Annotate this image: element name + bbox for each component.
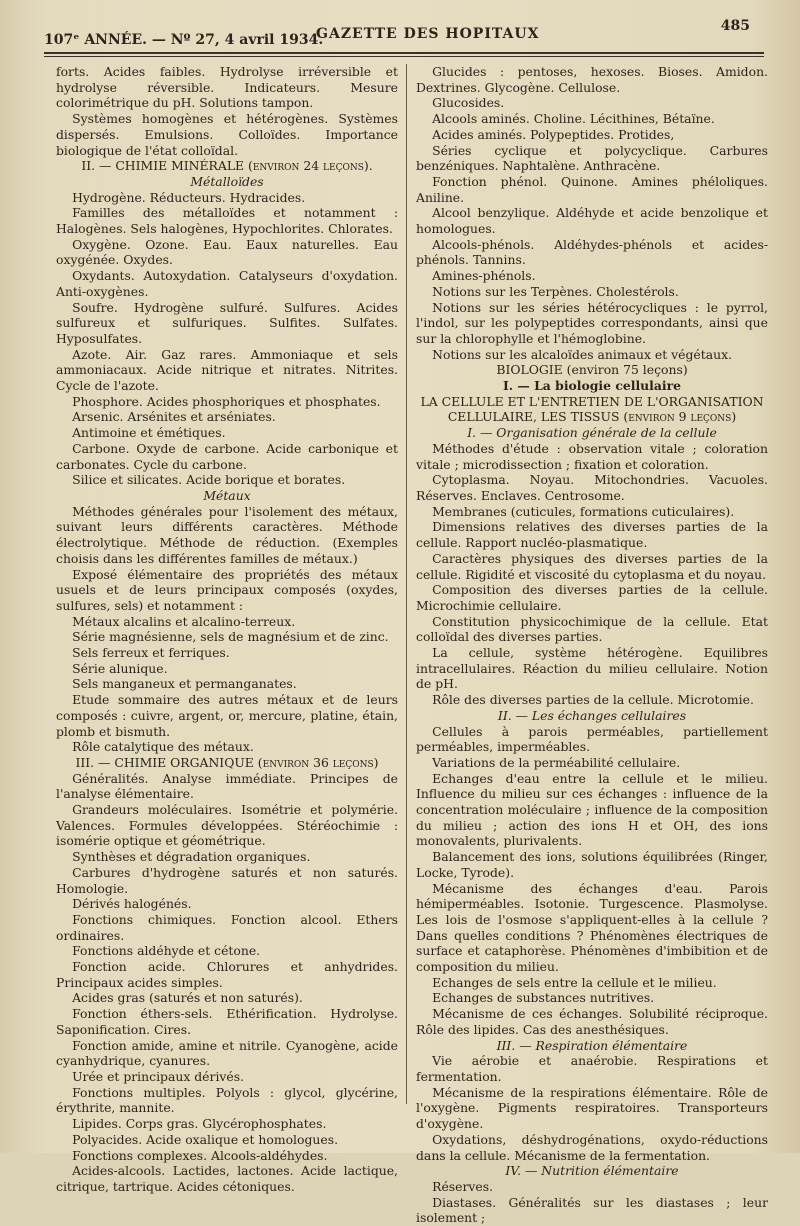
paragraph: Sels ferreux et ferriques.	[72, 645, 230, 661]
paragraph: Antimoine et émétiques.	[72, 425, 226, 441]
paragraph: Fonction phénol. Quinone. Amines phéloliques. Aniline.	[416, 173, 768, 205]
paragraph: Echanges de sels entre la cellule et le milieu.	[432, 974, 717, 990]
paragraph: forts. Acides faibles. Hydrolyse irréversible et hydrolyse réversible. Indicateurs. Mesure colorimétrique du pH. Solutions tampon.	[56, 64, 398, 111]
header-rule-thin	[44, 56, 764, 57]
issue-line: 107ᵉ ANNÉE. — Nº 27, 4 avril 1934.	[44, 32, 324, 48]
paragraph: Fonctions complexes. Alcools-aldéhydes.	[72, 1147, 328, 1163]
paragraph: Soufre. Hydrogène sulfuré. Sulfures. Acides sulfureux et sulfuriques. Sulfites. Sulfates. Hyposulfates.	[56, 299, 398, 346]
paragraph: Alcool benzylique. Aldéhyde et acide benzolique et homologues.	[416, 205, 768, 237]
paragraph: Rôle des diverses parties de la cellule. Microtomie.	[432, 692, 754, 708]
paragraph: Fonction acide. Chlorures et anhydrides. Principaux acides simples.	[56, 959, 398, 990]
section-heading: II. — CHIMIE MINÉRALE (environ 24 leçons).	[81, 158, 373, 174]
paragraph: Vie aérobie et anaérobie. Respirations et fermentation.	[416, 1053, 768, 1084]
paragraph: Notions sur les Terpènes. Cholestérols.	[432, 283, 679, 299]
paragraph: Constitution physicochimique de la cellule. Etat colloïdal des diverses parties.	[416, 613, 768, 645]
paragraph: Variations de la perméabilité cellulaire.	[432, 754, 681, 770]
subsection-heading: Métaux	[203, 487, 251, 503]
paragraph: Mécanisme des échanges d'eau. Parois hémiperméables. Isotonie. Turgescence. Plasmolyse. Les lois de l'osmose s'appliquent-elles à la cellule ? Dans quelles conditions ? Phénomènes électriques de surface et cataphorèse. Phénomènes d'imbibition et de composition du milieu.	[416, 880, 768, 975]
paragraph: Familles des métalloïdes et notamment : Halogènes. Sels halogènes, Hypochlorites. Chlorates.	[56, 205, 398, 237]
paragraph: Notions sur les séries hétérocycliques : le pyrrol, l'indol, sur les polypeptides correspondants, ainsi que sur la chlorophylle et l'hémoglobine.	[416, 299, 768, 346]
header-rule	[44, 52, 764, 54]
paragraph: Méthodes générales pour l'isolement des métaux, suivant leurs différents caractères. Méthode électrolytique. Méthode de réduction. (Exemples choisis dans les différentes familles de métaux.)	[56, 503, 398, 566]
paragraph: Fonction éthers-sels. Ethérification. Hydrolyse. Saponification. Cires.	[56, 1006, 398, 1037]
paragraph: Rôle catalytique des métaux.	[72, 739, 254, 755]
right-column	[416, 64, 768, 1226]
paragraph: Mécanisme de ces échanges. Solubilité réciproque. Rôle des lipides. Cas des anesthésiques.	[416, 1006, 768, 1037]
paragraph: Glucides : pentoses, hexoses. Bioses. Amidon. Dextrines. Glycogène. Cellulose.	[416, 64, 768, 95]
paragraph: Phosphore. Acides phosphoriques et phosphates.	[72, 393, 381, 409]
paragraph: Séries cyclique et polycyclique. Carbures benzéniques. Naphtalène. Anthracène.	[416, 142, 768, 174]
paragraph: Etude sommaire des autres métaux et de leurs composés : cuivre, argent, or, mercure, platine, étain, plomb et bismuth.	[56, 692, 398, 739]
paragraph: Diastases. Généralités sur les diastases ; leur isolement ;	[416, 1194, 768, 1226]
section-heading: BIOLOGIE (environ 75 leçons)	[496, 362, 688, 378]
paragraph: Série magnésienne, sels de magnésium et de zinc.	[72, 629, 389, 645]
page-number: 485	[720, 18, 750, 34]
paragraph: Carbures d'hydrogène saturés et non saturés. Homologie.	[56, 864, 398, 896]
left-column	[56, 64, 398, 1195]
paragraph: Azote. Air. Gaz rares. Ammoniaque et sels ammoniacaux. Acide nitrique et nitrates. Nitrites. Cycle de l'azote.	[56, 346, 398, 394]
paragraph: Notions sur les alcaloïdes animaux et végétaux.	[432, 346, 733, 362]
paragraph: Polyacides. Acide oxalique et homologues.	[72, 1131, 339, 1147]
paragraph: Echanges d'eau entre la cellule et le milieu. Influence du milieu sur ces échanges : influence de la concentration moléculaire ; influence de la composition du milieu ; action des ions H et OH, des ions monovalents, plurivalents.	[416, 770, 768, 849]
column-divider	[406, 64, 407, 1104]
paragraph: Membranes (cuticules, formations cuticulaires).	[432, 503, 735, 519]
chapter-heading: LA CELLULE ET L'ENTRETIEN DE L'ORGANISATION CELLULAIRE, LES TISSUS (environ 9 leçons)	[420, 393, 764, 425]
paragraph: Amines-phénols.	[432, 268, 536, 284]
paragraph: Méthodes d'étude : observation vitale ; coloration vitale ; microdissection ; fixation et coloration.	[416, 440, 768, 472]
paragraph: Fonctions chimiques. Fonction alcool. Ethers ordinaires.	[56, 911, 398, 943]
paragraph: Généralités. Analyse immédiate. Principes de l'analyse élémentaire.	[56, 770, 398, 802]
paragraph: Carbone. Oxyde de carbone. Acide carbonique et carbonates. Cycle du carbone.	[56, 440, 398, 472]
paragraph: Balancement des ions, solutions équilibrées (Ringer, Locke, Tyrode).	[416, 849, 768, 880]
paragraph: Fonction amide, amine et nitrile. Cyanogène, acide cyanhydrique, cyanures.	[56, 1037, 398, 1069]
paragraph: Acides aminés. Polypeptides. Protides,	[432, 126, 675, 142]
subsection-heading: I. — Organisation générale de la cellule	[467, 425, 717, 441]
paragraph: Oxydations, déshydrogénations, oxydo-réductions dans la cellule. Mécanisme de la fermentation.	[416, 1131, 768, 1163]
paragraph: Alcools-phénols. Aldéhydes-phénols et acides-phénols. Tannins.	[416, 236, 768, 268]
paragraph: Oxygène. Ozone. Eau. Eaux naturelles. Eau oxygénée. Oxydes.	[56, 236, 398, 268]
paragraph: Exposé élémentaire des propriétés des métaux usuels et de leurs principaux composés (oxydes, sulfures, sels) et notamment :	[56, 566, 398, 613]
paragraph: Arsenic. Arsénites et arséniates.	[72, 409, 276, 425]
paragraph: Fonctions aldéhyde et cétone.	[72, 943, 261, 959]
paragraph: Réserves.	[432, 1178, 494, 1194]
paragraph: Dimensions relatives des diverses parties de la cellule. Rapport nucléo-plasmatique.	[416, 519, 768, 551]
paragraph: Synthèses et dégradation organiques.	[72, 849, 311, 865]
paragraph: Sels manganeux et permanganates.	[72, 676, 297, 692]
section-heading: III. — CHIMIE ORGANIQUE (environ 36 leçons)	[75, 754, 379, 770]
paragraph: Glucosides.	[432, 95, 505, 111]
journal-title: GAZETTE DES HOPITAUX	[316, 26, 540, 42]
part-heading: I. — La biologie cellulaire	[502, 378, 682, 394]
paragraph: Oxydants. Autoxydation. Catalyseurs d'oxydation. Anti-oxygènes.	[56, 268, 398, 299]
paragraph: Urée et principaux dérivés.	[72, 1069, 245, 1084]
paragraph: Silice et silicates. Acide borique et borates.	[72, 472, 346, 488]
paragraph: Cytoplasma. Noyau. Mitochondries. Vacuoles. Réserves. Enclaves. Centrosome.	[416, 472, 768, 503]
paragraph: Alcools aminés. Choline. Lécithines, Bétaïne.	[432, 111, 715, 127]
running-header	[44, 18, 750, 52]
paragraph: Acides-alcools. Lactides, lactones. Acide lactique, citrique, tartrique. Acides cétoniques.	[56, 1163, 398, 1194]
paragraph: Dérivés halogénés.	[72, 896, 192, 912]
paragraph: Fonctions multiples. Polyols : glycol, glycérine, érythrite, mannite.	[56, 1084, 398, 1116]
paragraph: Cellules à parois perméables, partiellement perméables, imperméables.	[416, 723, 768, 755]
subsection-heading: IV. — Nutrition élémentaire	[505, 1163, 679, 1179]
paragraph: Systèmes homogènes et hétérogènes. Systèmes dispersés. Emulsions. Colloïdes. Importance biologique de l'état colloïdal.	[56, 111, 398, 158]
paragraph: Echanges de substances nutritives.	[432, 990, 655, 1006]
subsection-heading: Métalloïdes	[190, 173, 264, 189]
paragraph: Hydrogène. Réducteurs. Hydracides.	[72, 189, 306, 205]
paragraph: Lipides. Corps gras. Glycérophosphates.	[72, 1116, 327, 1132]
paragraph: Caractères physiques des diverses parties de la cellule. Rigidité et viscosité du cytoplasma et du noyau.	[416, 550, 768, 582]
paragraph: Métaux alcalins et alcalino-terreux.	[72, 613, 296, 629]
paragraph: Composition des diverses parties de la cellule. Microchimie cellulaire.	[416, 582, 768, 613]
subsection-heading: II. — Les échanges cellulaires	[497, 707, 687, 723]
paragraph: Série alunique.	[72, 660, 168, 676]
paragraph: Mécanisme de la respirations élémentaire. Rôle de l'oxygène. Pigments respiratoires. Transporteurs d'oxygène.	[416, 1084, 768, 1132]
paragraph: La cellule, système hétérogène. Equilibres intracellulaires. Réaction du milieu cellulaire. Notion de pH.	[416, 645, 768, 692]
paragraph: Grandeurs moléculaires. Isométrie et polymérie. Valences. Formules développées. Stéréochimie : isomérie optique et géométrique.	[56, 802, 398, 849]
paragraph: Acides gras (saturés et non saturés).	[72, 990, 303, 1006]
subsection-heading: III. — Respiration élémentaire	[496, 1037, 688, 1053]
